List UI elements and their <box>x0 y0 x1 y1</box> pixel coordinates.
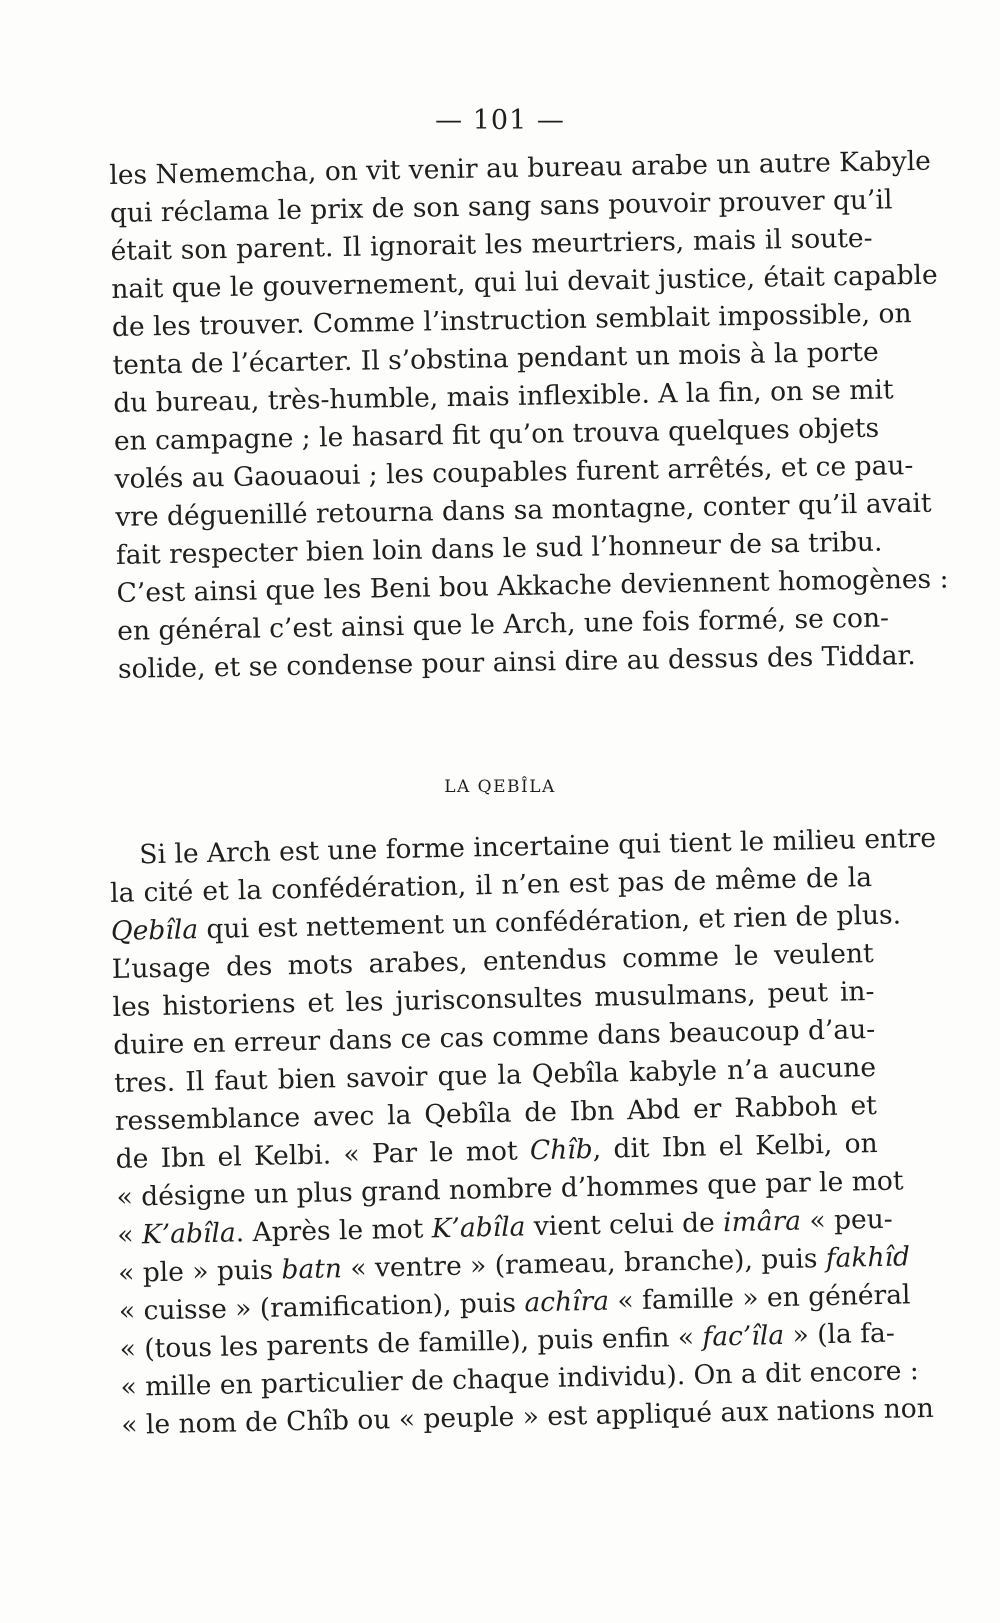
text-line: tres. Il faut bien savoir que la Qebîla kabyle n’a aucune <box>113 1051 877 1099</box>
text-line: fait respecter bien loin dans le sud l’honneur de sa tribu. <box>115 526 883 571</box>
text-line: qui réclama le prix de son sang sans pouvoir prouver qu’il <box>109 184 893 229</box>
text-line: la cité et la confédération, il n’en est pas de même de la <box>109 862 873 909</box>
text-line: les Nememcha, on vit venir au bureau arabe un autre Kabyle <box>109 145 932 191</box>
text-line: duire en erreur dans ce cas comme dans beaucoup d’au- <box>113 1013 876 1061</box>
text-line: en général c’est ainsi que le Arch, une fois formé, se con- <box>117 602 890 647</box>
italic-term: Qebîla <box>110 914 199 947</box>
text-run: « peu- <box>800 1203 894 1237</box>
paragraph-1 <box>109 144 949 689</box>
text-line: volés au Gaouaoui ; les coupables furent arrêtés, et ce pau- <box>114 450 914 495</box>
text-line: C’est ainsi que les Beni bou Akkache deviennent homogènes : <box>116 563 949 609</box>
text-line: du bureau, très-humble, mais inflexible. A la fin, on se mit <box>113 374 894 419</box>
paragraph-2 <box>109 821 937 1445</box>
text-line: Si le Arch est une forme incertaine qui tient le milieu entre <box>139 822 937 871</box>
text-run: , dit Ibn el Kelbi, on <box>592 1127 878 1165</box>
text-line: de les trouver. Comme l’instruction semblait impossible, on <box>111 298 912 343</box>
italic-term: fakhîd <box>825 1241 911 1275</box>
text-run: « ventre » (rameau, branche), puis <box>341 1243 827 1285</box>
italic-term: fac’îla <box>702 1319 785 1353</box>
text-line: « désigne un plus grand nombre d’hommes que par le mot <box>116 1165 904 1213</box>
italic-term: achîra <box>524 1285 610 1319</box>
italic-term: Chîb <box>529 1133 594 1167</box>
text-run: « cuisse » (ramification), puis <box>118 1287 525 1327</box>
text-line: vre déguenillé retourna dans sa montagne, conter qu’il avait <box>115 487 932 533</box>
text-line: ressemblance avec la Qebîla de Ibn Abd er Rabboh et <box>114 1089 878 1137</box>
text-line: L’usage des mots arabes, entendus comme le veulent <box>111 938 874 985</box>
text-run: « <box>117 1219 143 1251</box>
text-run: de Ibn el Kelbi. « Par le mot <box>115 1135 531 1175</box>
text-line: « le nom de Chîb ou « peuple » est appliqué aux nations non <box>121 1392 935 1441</box>
italic-term: K’abîla <box>141 1217 237 1251</box>
text-run: « ple » puis <box>117 1254 282 1289</box>
text-line: tenta de l’écarter. Il s’obstina pendant un mois à la porte <box>112 336 879 381</box>
text-run: vient celui de <box>525 1207 724 1243</box>
text-run: . Après le mot <box>235 1213 433 1249</box>
text-line: les historiens et les jurisconsultes musulmans, peut in- <box>112 976 875 1023</box>
text-line: « mille en particulier de chaque individu). On a dit encore : <box>120 1355 920 1403</box>
page-number: — 101 — <box>435 105 565 136</box>
italic-term: imâra <box>722 1205 802 1239</box>
text-line: était son parent. Il ignorait les meurtriers, mais il soute- <box>110 222 873 267</box>
text-line: nait que le gouvernement, qui lui devait justice, était capable <box>111 259 938 305</box>
text-run: « famille » en général <box>608 1279 911 1317</box>
text-run: qui est nettement un confédération, et rien de plus. <box>197 899 902 946</box>
text-line: solide, et se condense pour ainsi dire au dessus des Tiddar. <box>117 640 916 685</box>
text-run: « (tous les parents de famille), puis enfin « <box>119 1321 703 1365</box>
italic-term: K’abîla <box>431 1211 526 1245</box>
text-line: en campagne ; le hasard fit qu’on trouva quelques objets <box>113 412 880 457</box>
italic-term: batn <box>281 1253 343 1286</box>
section-heading: LA QEBÎLA <box>444 777 556 797</box>
text-run: » (la fa- <box>783 1317 896 1351</box>
